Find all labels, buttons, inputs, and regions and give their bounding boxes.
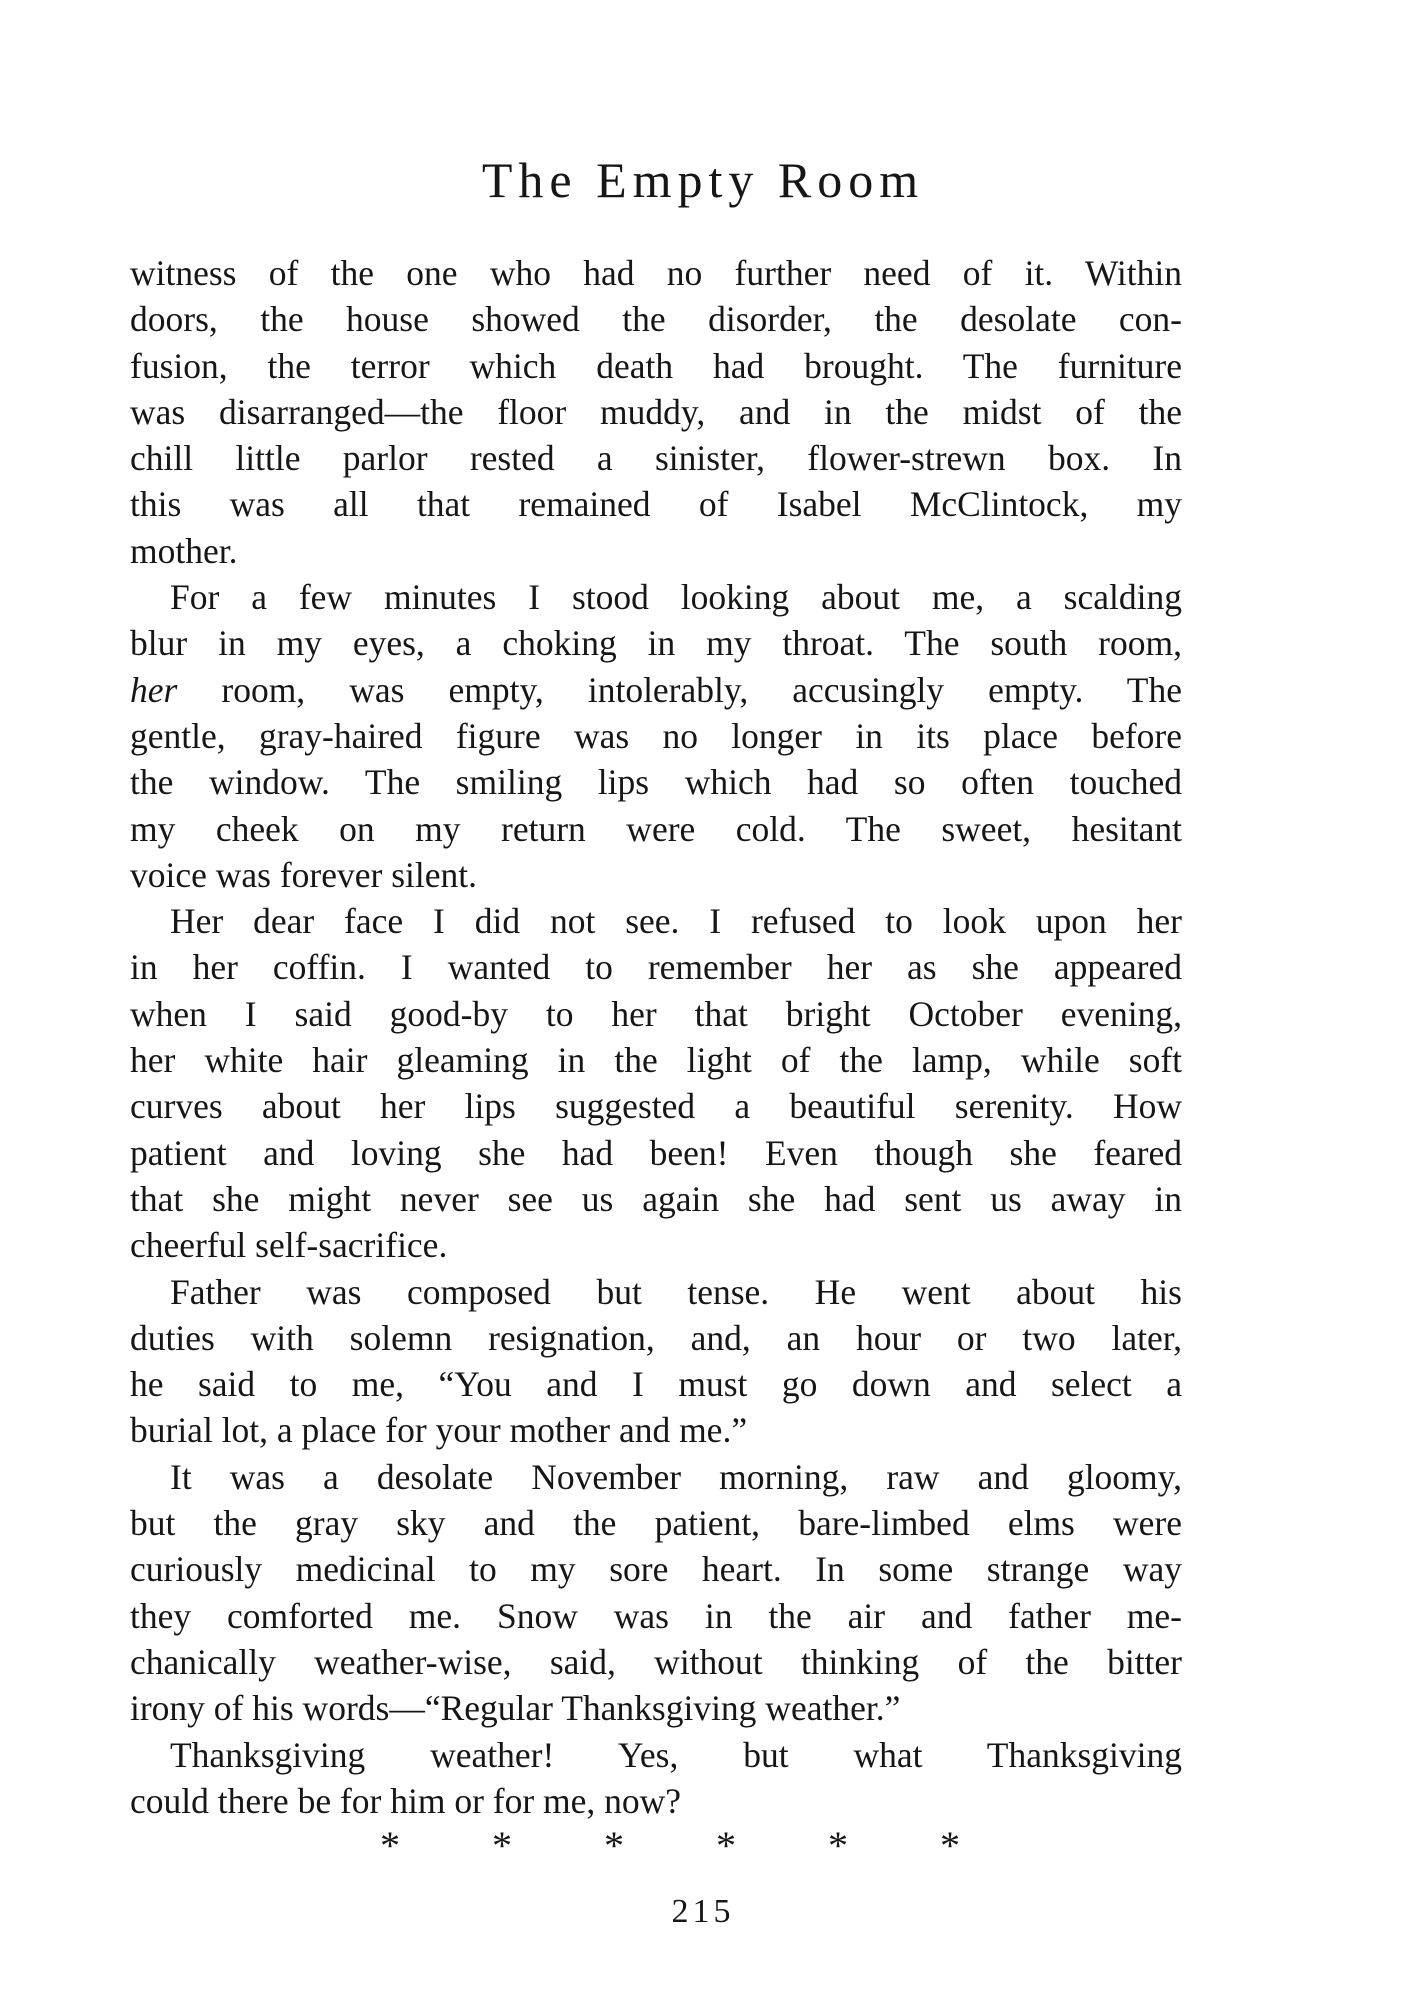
text-line: blur in my eyes, a choking in my throat. The south room, (130, 623, 1182, 664)
text-line: but the gray sky and the patient, bare-limbed elms were (130, 1503, 1182, 1544)
text-line: irony of his words—“Regular Thanksgiving weather.” (130, 1688, 901, 1729)
text-line: voice was forever silent. (130, 854, 477, 895)
text-line: burial lot, a place for your mother and me.” (130, 1410, 748, 1451)
text-line: mother. (130, 530, 238, 571)
paragraph (130, 1454, 1182, 1732)
text-line: my cheek on my return were cold. The sweet, hesitant (130, 808, 1182, 849)
asterisk: * (828, 1823, 848, 1868)
paragraph (130, 898, 1182, 1268)
body-text (130, 250, 1182, 1824)
text-line: Her dear face I did not see. I refused to look upon her (170, 901, 1182, 942)
text-line: curiously medicinal to my sore heart. In some strange way (130, 1549, 1182, 1590)
text-line: gentle, gray-haired figure was no longer in its place before (130, 715, 1182, 756)
text-line: duties with solemn resignation, and, an hour or two later, (130, 1317, 1182, 1358)
text-line: he said to me, “You and I must go down and select a (130, 1364, 1182, 1405)
text-line: in her coffin. I wanted to remember her as she appeared (130, 947, 1182, 988)
paragraph (130, 574, 1182, 898)
asterisk: * (604, 1823, 624, 1868)
asterisk: * (716, 1823, 736, 1868)
text-line: curves about her lips suggested a beautiful serenity. How (130, 1086, 1182, 1127)
section-break (380, 1824, 960, 1868)
text-line: witness of the one who had no further need of it. Within (130, 253, 1182, 293)
text-line: her room, was empty, intolerably, accusingly empty. The (130, 669, 1182, 710)
paragraph (130, 1269, 1182, 1454)
asterisk: * (492, 1823, 512, 1868)
page-number: 215 (671, 1893, 735, 1930)
text-line: could there be for him or for me, now? (130, 1780, 682, 1821)
text-line: they comforted me. Snow was in the air and father me- (130, 1595, 1182, 1636)
text-line: Father was composed but tense. He went about his (170, 1271, 1182, 1312)
text-line: Thanksgiving weather! Yes, but what Thanksgiving (170, 1734, 1182, 1775)
text-line: For a few minutes I stood looking about me, a scalding (170, 577, 1182, 618)
text-line: doors, the house showed the disorder, the desolate con- (130, 299, 1182, 340)
text-line: this was all that remained of Isabel McClintock, my (130, 484, 1182, 525)
text-line: fusion, the terror which death had brought. The furniture (130, 345, 1182, 386)
text-line: the window. The smiling lips which had so often touched (130, 762, 1182, 803)
asterisk: * (380, 1823, 400, 1868)
paragraph (130, 1732, 1182, 1825)
text-line: that she might never see us again she had sent us away in (130, 1178, 1182, 1219)
text-line: chill little parlor rested a sinister, flower-strewn box. In (130, 438, 1182, 479)
asterisk: * (940, 1823, 960, 1868)
italic-emphasis: her (130, 669, 178, 710)
running-head: The Empty Room (481, 152, 925, 208)
text-line: her white hair gleaming in the light of the lamp, while soft (130, 1040, 1182, 1081)
text-line: cheerful self-sacrifice. (130, 1225, 448, 1266)
text-line: chanically weather-wise, said, without thinking of the bitter (130, 1641, 1182, 1682)
text-line: It was a desolate November morning, raw and gloomy, (170, 1456, 1182, 1497)
text-line: patient and loving she had been! Even though she feared (130, 1132, 1182, 1173)
paragraph (130, 250, 1182, 574)
text-line: was disarranged—the floor muddy, and in the midst of the (130, 391, 1182, 432)
text-line: when I said good-by to her that bright October evening, (130, 993, 1182, 1034)
